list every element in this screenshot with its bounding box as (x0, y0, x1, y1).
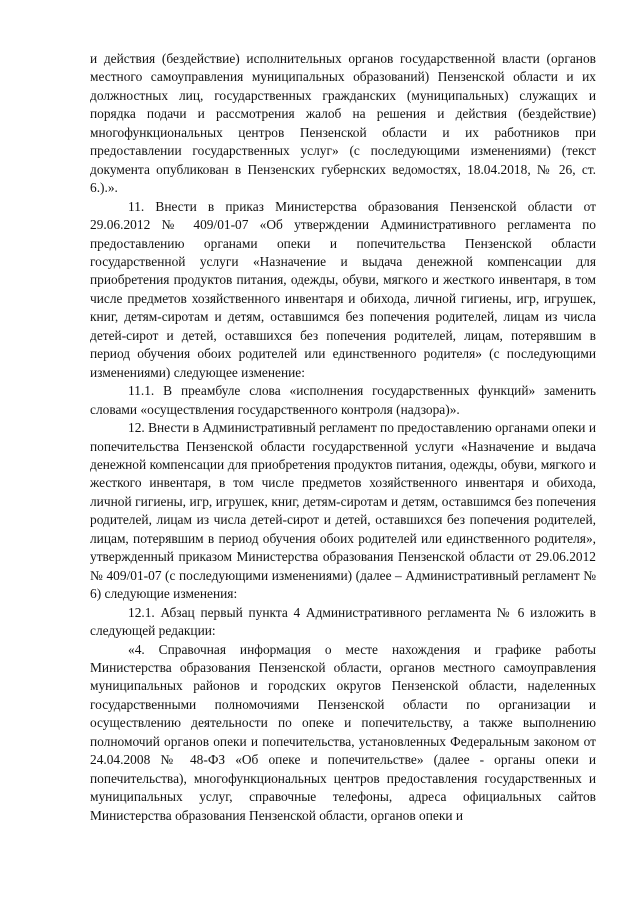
paragraph-item-11: 11. Внести в приказ Министерства образования Пензенской области от 29.06.2012 № 409/01-07 «Об утверждении Административного регламента по предоставлению органами опеки и попечительства Пензенской области государственной услуги «Назначение и выдача денежной компенсации для приобретения продуктов питания, одежды, обуви, мягкого и жесткого инвентаря, в том числе предметов хозяйственного инвентаря и обихода, личной гигиены, игр, игрушек, книг, детям-сиротам и детям, оставшимся без попечения родителей, лицам из числа детей-сирот и детей, оставшихся без попечения родителей, лицам, потерявшим в период обучения обоих родителей или единственного родителя» (с последующими изменениями) следующее изменение: (90, 198, 596, 380)
document-page (90, 50, 596, 825)
paragraph-quoted-item-4: «4. Справочная информация о месте нахождения и графике работы Министерства образования Пензенской области, органов местного самоуправления муниципальных районов и городских округов Пензенской области, наделенных государственными полномочиями Пензенской области по организации и осуществлению деятельности по опеке и попечительству, а также выполнению полномочий органов опеки и попечительства, установленных Федеральным законом от 24.04.2008 № 48-ФЗ «Об опеке и попечительстве» (далее - органы опеки и попечительства), многофункциональных центров предоставления государственных и муниципальных услуг, справочные телефоны, адреса официальных сайтов Министерства образования Пензенской области, органов опеки и (90, 641, 596, 823)
paragraph-item-12-1: 12.1. Абзац первый пункта 4 Административного регламента № 6 изложить в следующей редакции: (90, 604, 596, 639)
paragraph-item-12: 12. Внести в Административный регламент по предоставлению органами опеки и попечительства Пензенской области государственной услуги «Назначение и выдача денежной компенсации для приобретения продуктов питания, одежды, обуви, мягкого и жесткого инвентаря, в том числе предметов хозяйственного инвентаря и обихода, личной гигиены, игр, игрушек, книг, детям-сиротам и детям, оставшимся без попечения родителей, лицам из числа детей-сирот и детей, оставшихся без попечения родителей, лицам, потерявшим в период обучения обоих родителей или единственного родителя», утвержденный приказом Министерства образования Пензенской области от 29.06.2012 № 409/01-07 (с последующими изменениями) (далее – Административный регламент № 6) следующие изменения: (90, 420, 596, 602)
paragraph-continuation: и действия (бездействие) исполнительных органов государственной власти (органов местного самоуправления муниципальных образований) Пензенской области и их должностных лиц, государственных гражданских (муниципальных) служащих и порядка подачи и рассмотрения жалоб на решения и действия (бездействие) многофункциональных центров Пензенской области и их работников при предоставлении государственных услуг» (с последующими изменениями) (текст документа опубликован в Пензенских губернских ведомостях, 18.04.2018, № 26, ст. 6.).». (90, 51, 596, 196)
paragraph-item-11-1: 11.1. В преамбуле слова «исполнения государственных функций» заменить словами «осуществления государственного контроля (надзора)». (90, 383, 596, 417)
